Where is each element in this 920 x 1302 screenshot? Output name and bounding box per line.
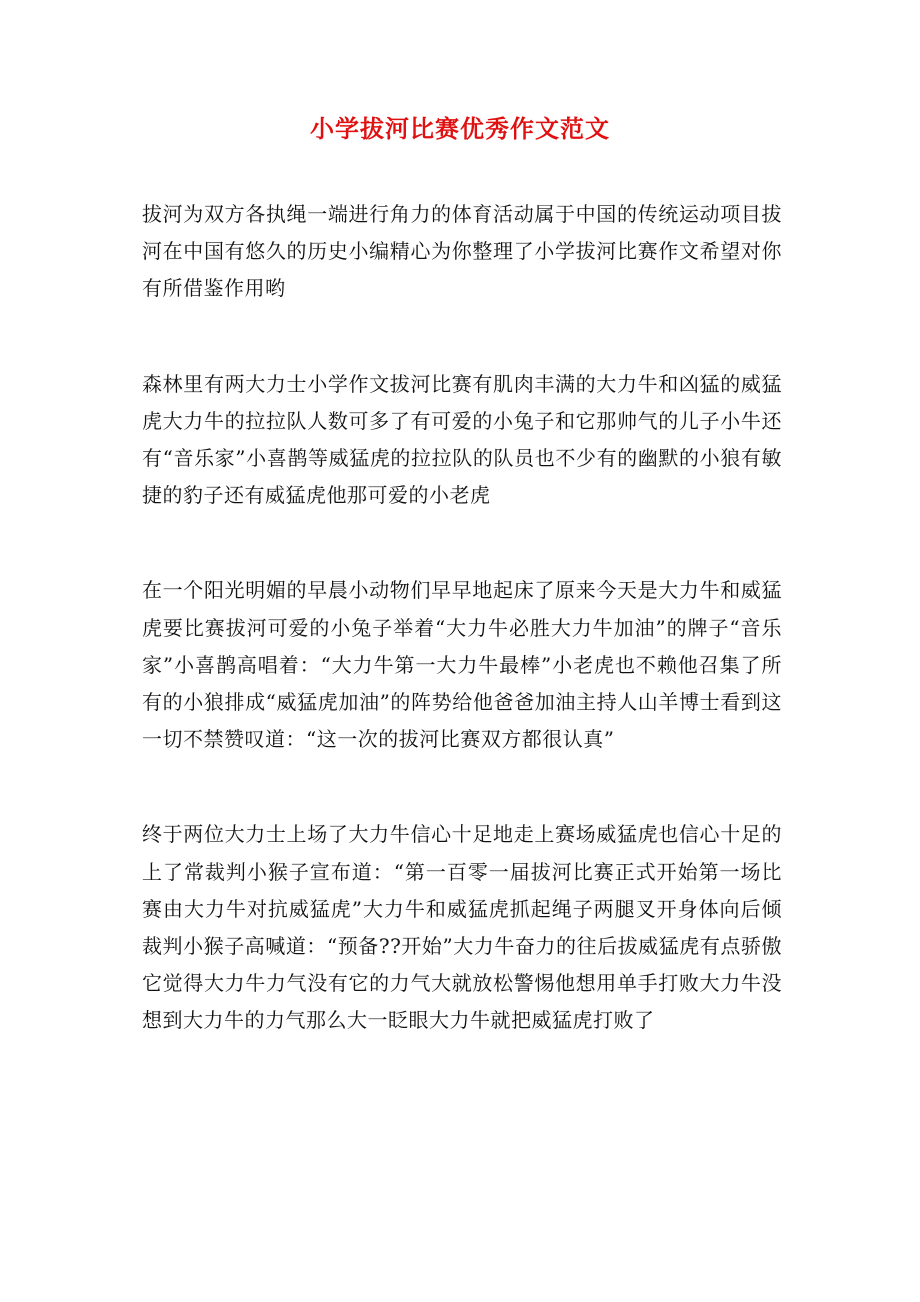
paragraph-intro: 拔河为双方各执绳一端进行角力的体育活动属于中国的传统运动项目拔河在中国有悠久的历史小编精心为你整理了小学拔河比赛作文希望对你有所借鉴作用哟 xyxy=(142,202,782,301)
paragraph-morning: 在一个阳光明媚的早晨小动物们早早地起床了原来今天是大力牛和威猛虎要比赛拔河可爱的小兔子举着“大力牛必胜大力牛加油”的牌子“音乐家”小喜鹊高唱着：“大力牛第一大力牛最棒”小老虎也不赖他召集了所有的小狼排成“威猛虎加油”的阵势给他爸爸加油主持人山羊博士看到这一切不禁赞叹道：“这一次的拔河比赛双方都很认真” xyxy=(142,578,782,752)
paragraph-forest: 森林里有两大力士小学作文拔河比赛有肌肉丰满的大力牛和凶猛的威猛虎大力牛的拉拉队人数可多了有可爱的小兔子和它那帅气的儿子小牛还有“音乐家”小喜鹊等威猛虎的拉拉队的队员也不少有的幽默的小狼有敏捷的豹子还有威猛虎他那可爱的小老虎 xyxy=(142,371,782,508)
document-title: 小学拔河比赛优秀作文范文 xyxy=(310,114,610,143)
document-body xyxy=(142,196,782,1098)
paragraph-match: 终于两位大力士上场了大力牛信心十足地走上赛场威猛虎也信心十足的上了常裁判小猴子宣布道：“第一百零一届拔河比赛正式开始第一场比赛由大力牛对抗威猛虎”大力牛和威猛虎抓起绳子两腿叉开身体向后倾裁判小猴子高喊道：“预备??开始”大力牛奋力的往后拔威猛虎有点骄傲它觉得大力牛力气没有它的力气大就放松警惕他想用单手打败大力牛没想到大力牛的力气那么大一眨眼大力牛就把威猛虎打败了 xyxy=(142,822,782,1033)
